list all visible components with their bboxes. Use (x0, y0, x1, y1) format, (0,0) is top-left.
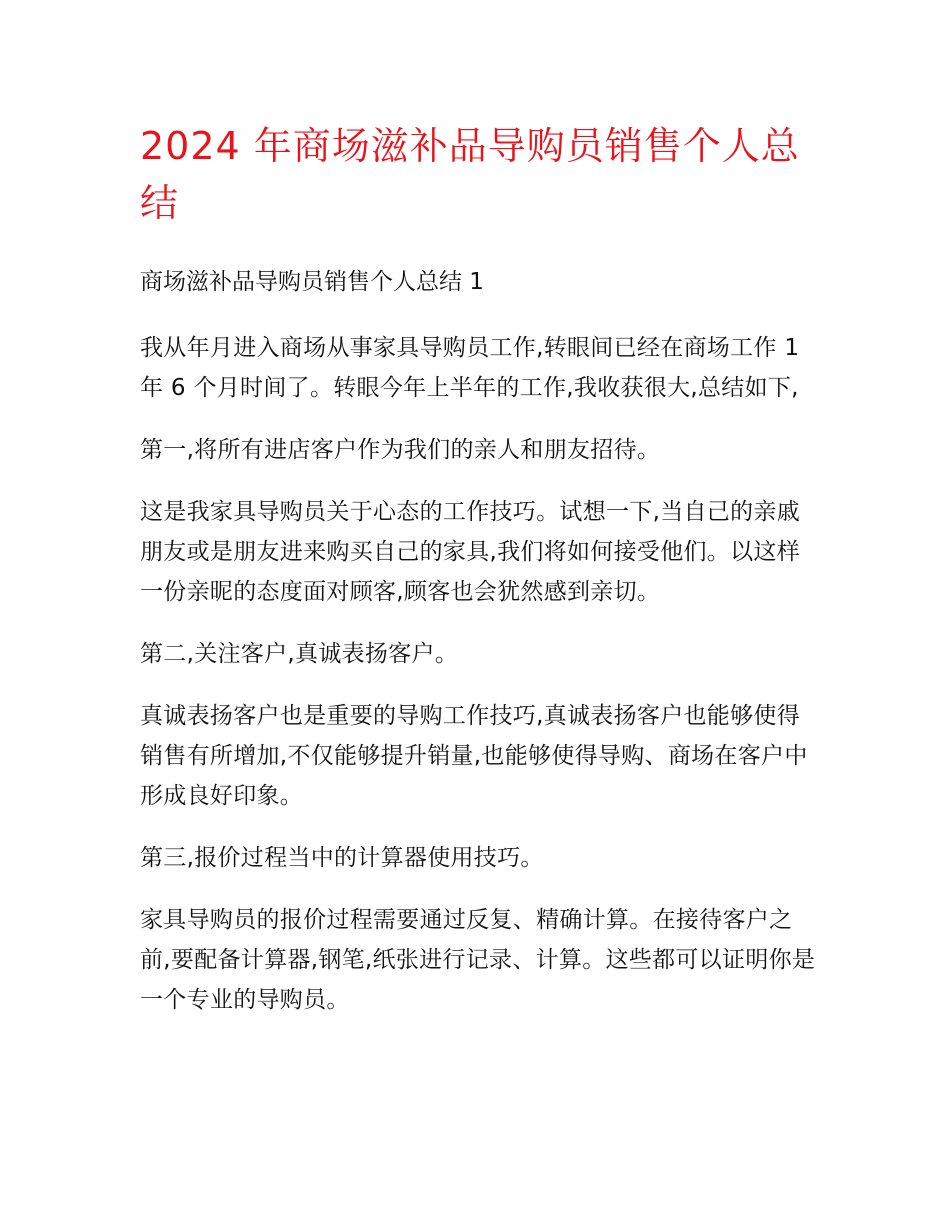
paragraph-intro: 我从年月进入商场从事家具导购员工作,转眼间已经在商场工作 1 年 6 个月时间了。转眼今年上半年的工作,我收获很大,总结如下, (140, 335, 800, 401)
document-title: 2024 年商场滋补品导购员销售个人总结 (140, 124, 800, 225)
paragraph-point-one: 第一,将所有进店客户作为我们的亲人和朋友招待。 (140, 437, 661, 463)
document-page (140, 118, 820, 1020)
paragraph-point-three-detail: 家具导购员的报价过程需要通过反复、精确计算。在接待客户之前,要配备计算器,钢笔,纸张进行记录、计算。这些都可以证明你是一个专业的导购员。 (140, 907, 816, 1013)
section-heading: 商场滋补品导购员销售个人总结 1 (140, 269, 484, 295)
paragraph-point-two-detail: 真诚表扬客户也是重要的导购工作技巧,真诚表扬客户也能够使得销售有所增加,不仅能够提升销量,也能够使得导购、商场在客户中形成良好印象。 (140, 703, 808, 809)
paragraph-point-one-detail: 这是我家具导购员关于心态的工作技巧。试想一下,当自己的亲戚朋友或是朋友进来购买自己的家具,我们将如何接受他们。以这样一份亲昵的态度面对顾客,顾客也会犹然感到亲切。 (140, 499, 801, 605)
paragraph-point-two: 第二,关注客户,真诚表扬客户。 (140, 641, 459, 667)
paragraph-point-three: 第三,报价过程当中的计算器使用技巧。 (140, 845, 544, 871)
